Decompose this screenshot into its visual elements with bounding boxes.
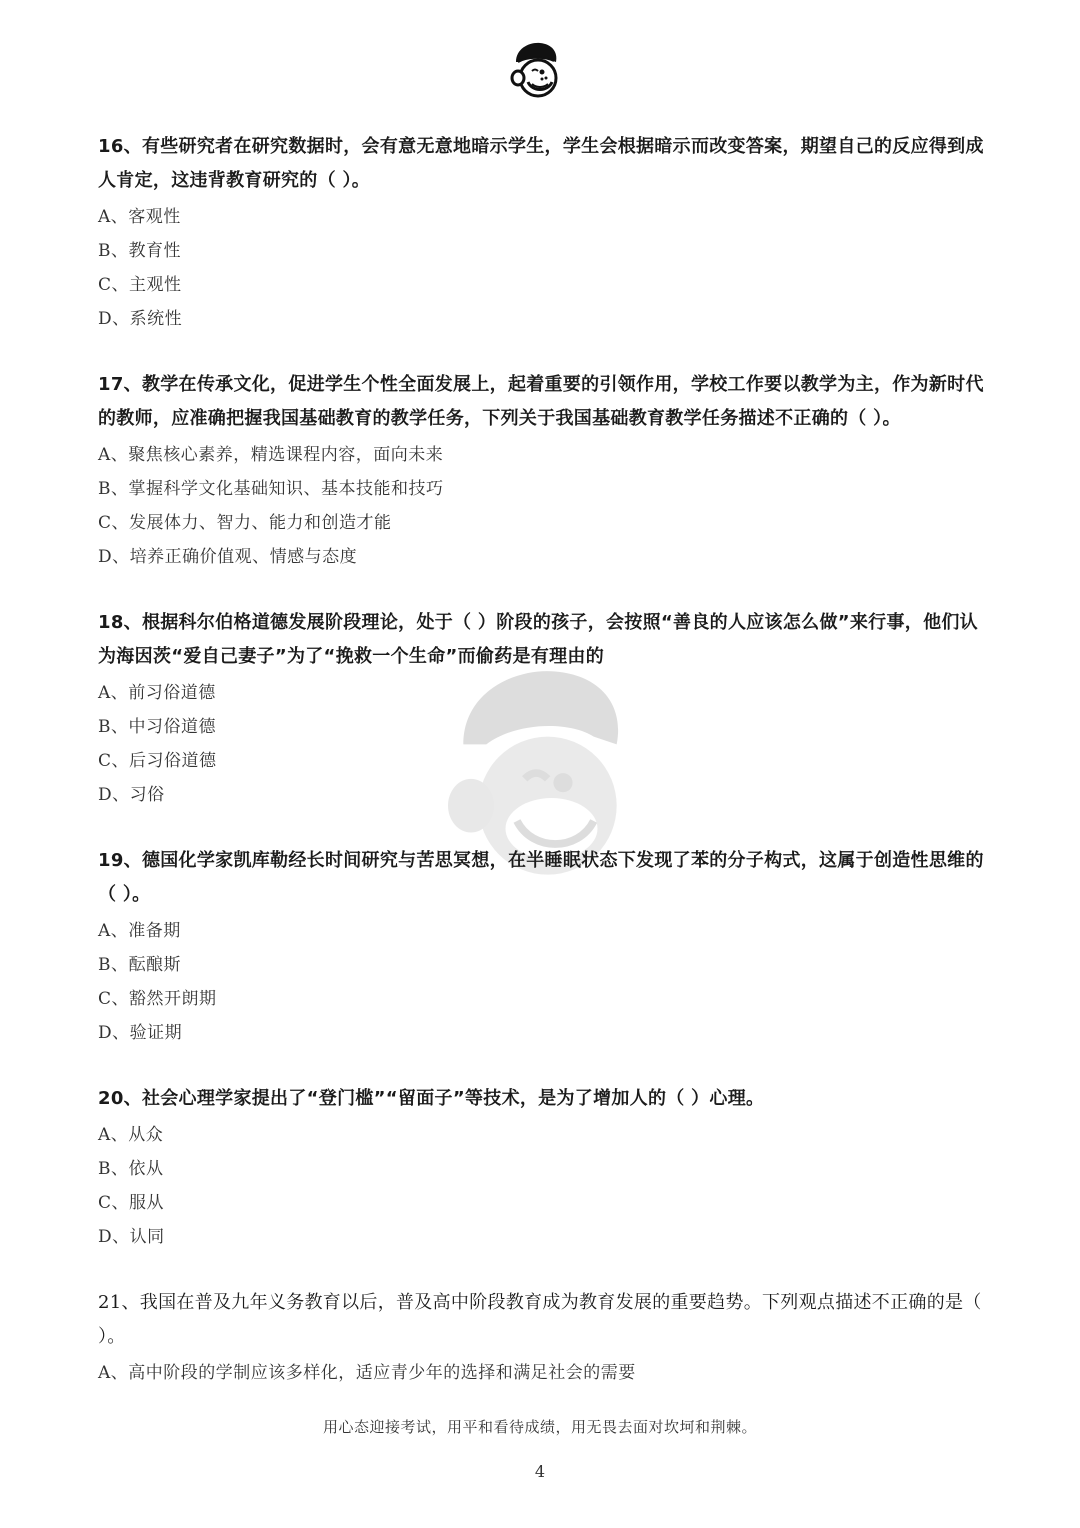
question-21 bbox=[98, 1286, 988, 1390]
option-c: C、豁然开朗期 bbox=[98, 989, 217, 1009]
option-b: B、依从 bbox=[98, 1159, 164, 1179]
question-stem: 17、教学在传承文化，促进学生个性全面发展上，起着重要的引领作用，学校工作要以教学为主，作为新时代的教师，应准确把握我国基础教育的教学任务，下列关于我国基础教育教学任务描述不正确的（ ）。 bbox=[98, 374, 984, 429]
option-d: D、验证期 bbox=[98, 1023, 183, 1043]
option-a: A、客观性 bbox=[98, 207, 181, 227]
option-a: A、准备期 bbox=[98, 921, 181, 941]
option-a: A、聚焦核心素养，精选课程内容，面向未来 bbox=[98, 445, 444, 465]
option-c: C、服从 bbox=[98, 1193, 165, 1213]
option-d: D、认同 bbox=[98, 1227, 165, 1247]
option-d: D、培养正确价值观、情感与态度 bbox=[98, 547, 358, 567]
page-number: 4 bbox=[534, 1462, 546, 1481]
option-a: A、前习俗道德 bbox=[98, 683, 216, 703]
option-d: D、习俗 bbox=[98, 785, 165, 805]
option-d: D、系统性 bbox=[98, 309, 183, 329]
option-a: A、从众 bbox=[98, 1125, 164, 1145]
question-stem: 16、有些研究者在研究数据时，会有意无意地暗示学生，学生会根据暗示而改变答案，期望自己的反应得到成人肯定，这违背教育研究的（ ）。 bbox=[98, 136, 984, 191]
option-b: B、教育性 bbox=[98, 241, 181, 261]
question-18 bbox=[98, 606, 988, 812]
question-16 bbox=[98, 130, 988, 336]
question-17 bbox=[98, 368, 988, 574]
monkey-mascot-icon bbox=[508, 40, 564, 100]
option-b: B、中习俗道德 bbox=[98, 717, 216, 737]
question-stem: 19、德国化学家凯库勒经长时间研究与苦思冥想，在半睡眠状态下发现了苯的分子构式，这属于创造性思维的（ ）。 bbox=[98, 850, 984, 905]
option-b: B、掌握科学文化基础知识、基本技能和技巧 bbox=[98, 479, 444, 499]
question-stem: 21、我国在普及九年义务教育以后，普及高中阶段教育成为教育发展的重要趋势。下列观点描述不正确的是（ ）。 bbox=[98, 1292, 982, 1347]
option-c: C、主观性 bbox=[98, 275, 182, 295]
question-stem: 18、根据科尔伯格道德发展阶段理论，处于（ ）阶段的孩子，会按照“善良的人应该怎么做”来行事，他们认为海因茨“爱自己妻子”为了“挽救一个生命”而偷药是有理由的 bbox=[98, 612, 978, 667]
option-a: A、高中阶段的学制应该多样化，适应青少年的选择和满足社会的需要 bbox=[98, 1363, 636, 1383]
question-19 bbox=[98, 844, 988, 1050]
question-stem: 20、社会心理学家提出了“登门槛”“留面子”等技术，是为了增加人的（ ）心理。 bbox=[98, 1088, 765, 1109]
option-b: B、酝酿斯 bbox=[98, 955, 181, 975]
question-list bbox=[98, 130, 988, 1422]
question-20 bbox=[98, 1082, 988, 1254]
footer-motto: 用心态迎接考试，用平和看待成绩，用无畏去面对坎坷和荆棘。 bbox=[322, 1418, 757, 1436]
option-c: C、后习俗道德 bbox=[98, 751, 217, 771]
option-c: C、发展体力、智力、能力和创造才能 bbox=[98, 513, 392, 533]
